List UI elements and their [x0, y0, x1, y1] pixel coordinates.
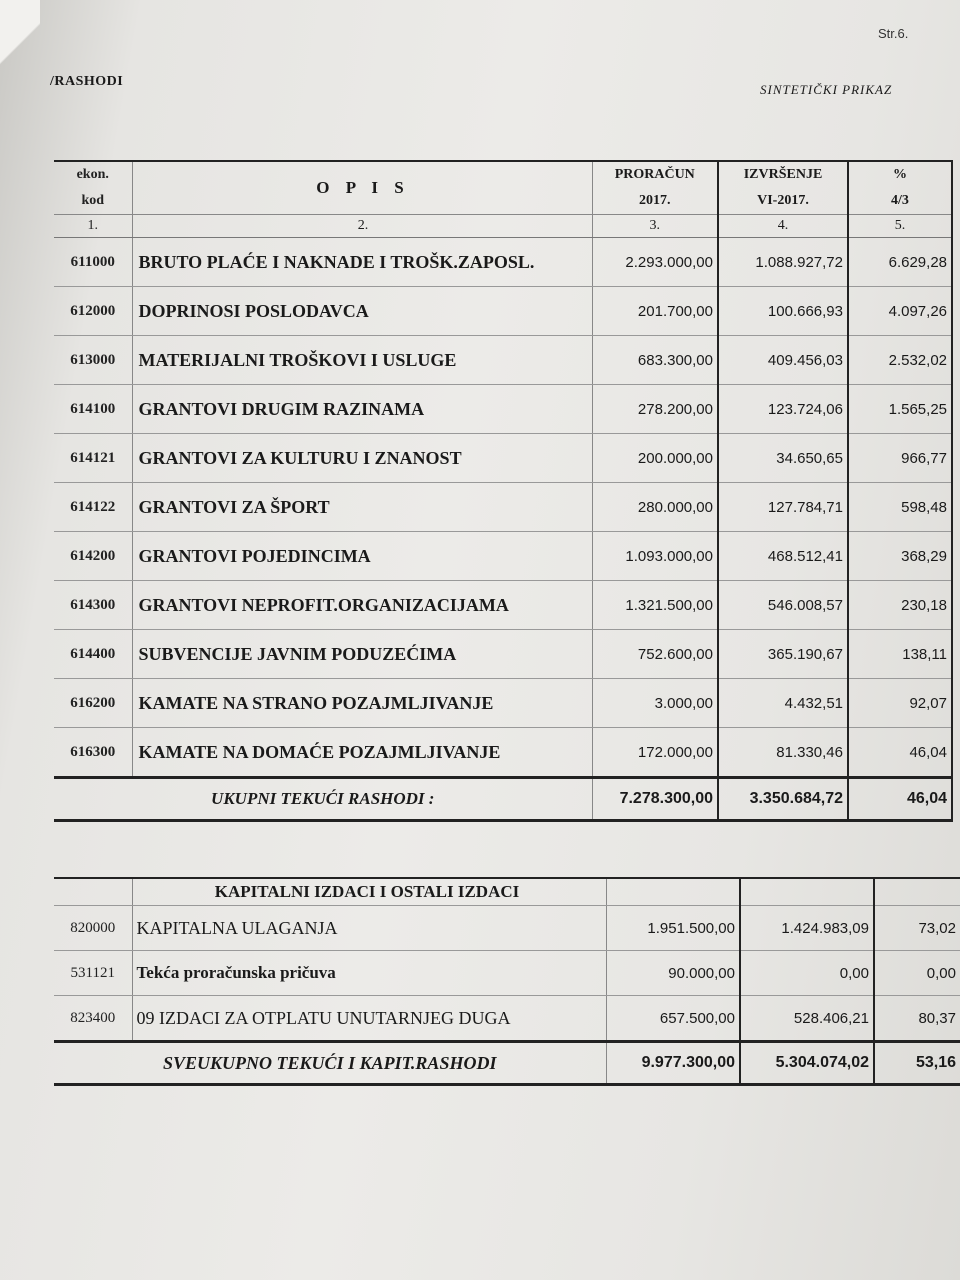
table-row — [54, 581, 952, 630]
col-number: 3. — [592, 215, 718, 238]
row-description: DOPRINOSI POSLODAVCA — [132, 287, 592, 336]
row-description: KAPITALNA ULAGANJA — [132, 906, 606, 951]
col-number: 5. — [848, 215, 952, 238]
row-budget: 90.000,00 — [606, 951, 740, 996]
row-budget: 201.700,00 — [592, 287, 718, 336]
grand-total-row — [54, 1042, 960, 1085]
heading-blank — [740, 878, 874, 906]
row-execution: 1.088.927,72 — [718, 238, 848, 287]
header-code: ekon. kod — [54, 161, 132, 215]
row-percent: 230,18 — [848, 581, 952, 630]
table-row — [54, 385, 952, 434]
table-row — [54, 728, 952, 778]
row-percent: 80,37 — [874, 996, 960, 1042]
row-execution: 546.008,57 — [718, 581, 848, 630]
row-code: 614400 — [54, 630, 132, 679]
header-budget: PRORAČUN 2017. — [592, 161, 718, 215]
row-budget: 1.321.500,00 — [592, 581, 718, 630]
row-description: GRANTOVI POJEDINCIMA — [132, 532, 592, 581]
row-description: GRANTOVI ZA ŠPORT — [132, 483, 592, 532]
row-description: KAMATE NA DOMAĆE POZAJMLJIVANJE — [132, 728, 592, 778]
row-percent: 598,48 — [848, 483, 952, 532]
row-budget: 2.293.000,00 — [592, 238, 718, 287]
row-percent: 92,07 — [848, 679, 952, 728]
total-percent: 46,04 — [848, 778, 952, 821]
row-budget: 200.000,00 — [592, 434, 718, 483]
row-code: 616200 — [54, 679, 132, 728]
page-number: Str.6. — [878, 26, 909, 41]
header-execution: IZVRŠENJE VI-2017. — [718, 161, 848, 215]
total-label: UKUPNI TEKUĆI RASHODI : — [54, 778, 592, 821]
row-execution: 100.666,93 — [718, 287, 848, 336]
row-code: 614100 — [54, 385, 132, 434]
row-code: 611000 — [54, 238, 132, 287]
row-budget: 278.200,00 — [592, 385, 718, 434]
heading-blank — [54, 878, 132, 906]
row-execution: 468.512,41 — [718, 532, 848, 581]
row-description: KAMATE NA STRANO POZAJMLJIVANJE — [132, 679, 592, 728]
table-row — [54, 951, 960, 996]
row-code: 614200 — [54, 532, 132, 581]
grand-total-label: SVEUKUPNO TEKUĆI I KAPIT.RASHODI — [54, 1042, 606, 1085]
total-budget: 7.278.300,00 — [592, 778, 718, 821]
row-budget: 172.000,00 — [592, 728, 718, 778]
row-execution: 409.456,03 — [718, 336, 848, 385]
table-header-row — [54, 161, 952, 215]
row-percent: 966,77 — [848, 434, 952, 483]
row-execution: 528.406,21 — [740, 996, 874, 1042]
row-code: 614122 — [54, 483, 132, 532]
row-execution: 4.432,51 — [718, 679, 848, 728]
row-code: 614121 — [54, 434, 132, 483]
row-percent: 73,02 — [874, 906, 960, 951]
row-execution: 81.330,46 — [718, 728, 848, 778]
table-row — [54, 483, 952, 532]
heading-blank — [874, 878, 960, 906]
total-row — [54, 778, 952, 821]
row-description: BRUTO PLAĆE I NAKNADE I TROŠK.ZAPOSL. — [132, 238, 592, 287]
row-budget: 752.600,00 — [592, 630, 718, 679]
row-code: 612000 — [54, 287, 132, 336]
row-description: SUBVENCIJE JAVNIM PODUZEĆIMA — [132, 630, 592, 679]
row-budget: 280.000,00 — [592, 483, 718, 532]
total-execution: 3.350.684,72 — [718, 778, 848, 821]
grand-total-budget: 9.977.300,00 — [606, 1042, 740, 1085]
row-budget: 1.093.000,00 — [592, 532, 718, 581]
row-code: 823400 — [54, 996, 132, 1042]
col-number: 1. — [54, 215, 132, 238]
section-subtitle: SINTETIČKI PRIKAZ — [760, 82, 893, 97]
capital-heading: KAPITALNI IZDACI I OSTALI IZDACI — [132, 878, 606, 906]
row-percent: 0,00 — [874, 951, 960, 996]
section-title: /RASHODI — [50, 74, 124, 89]
row-description: Tekća proračunska pričuva — [132, 951, 606, 996]
row-execution: 127.784,71 — [718, 483, 848, 532]
row-percent: 46,04 — [848, 728, 952, 778]
table-row — [54, 906, 960, 951]
row-execution: 1.424.983,09 — [740, 906, 874, 951]
grand-total-execution: 5.304.074,02 — [740, 1042, 874, 1085]
row-description: 09 IZDACI ZA OTPLATU UNUTARNJEG DUGA — [132, 996, 606, 1042]
col-number: 4. — [718, 215, 848, 238]
table-row — [54, 336, 952, 385]
row-execution: 123.724,06 — [718, 385, 848, 434]
table-row — [54, 996, 960, 1042]
row-execution: 34.650,65 — [718, 434, 848, 483]
row-execution: 365.190,67 — [718, 630, 848, 679]
row-execution: 0,00 — [740, 951, 874, 996]
row-budget: 1.951.500,00 — [606, 906, 740, 951]
heading-blank — [606, 878, 740, 906]
row-percent: 368,29 — [848, 532, 952, 581]
capital-expenses-table — [54, 877, 960, 1086]
table-row — [54, 287, 952, 336]
capital-heading-row — [54, 878, 960, 906]
row-code: 531121 — [54, 951, 132, 996]
table-row — [54, 238, 952, 287]
row-percent: 2.532,02 — [848, 336, 952, 385]
row-code: 614300 — [54, 581, 132, 630]
table-row — [54, 434, 952, 483]
row-percent: 1.565,25 — [848, 385, 952, 434]
row-description: MATERIJALNI TROŠKOVI I USLUGE — [132, 336, 592, 385]
table-row — [54, 630, 952, 679]
row-percent: 138,11 — [848, 630, 952, 679]
grand-total-percent: 53,16 — [874, 1042, 960, 1085]
row-budget: 3.000,00 — [592, 679, 718, 728]
row-budget: 683.300,00 — [592, 336, 718, 385]
table-row — [54, 532, 952, 581]
row-code: 613000 — [54, 336, 132, 385]
row-percent: 4.097,26 — [848, 287, 952, 336]
col-number: 2. — [132, 215, 592, 238]
column-number-row — [54, 215, 952, 238]
current-expenses-table — [54, 160, 953, 822]
header-opis: O P I S — [132, 161, 592, 215]
row-code: 616300 — [54, 728, 132, 778]
header-percent: % 4/3 — [848, 161, 952, 215]
page-fold — [0, 0, 40, 90]
row-code: 820000 — [54, 906, 132, 951]
row-percent: 6.629,28 — [848, 238, 952, 287]
table-row — [54, 679, 952, 728]
row-description: GRANTOVI DRUGIM RAZINAMA — [132, 385, 592, 434]
row-description: GRANTOVI ZA KULTURU I ZNANOST — [132, 434, 592, 483]
row-budget: 657.500,00 — [606, 996, 740, 1042]
row-description: GRANTOVI NEPROFIT.ORGANIZACIJAMA — [132, 581, 592, 630]
